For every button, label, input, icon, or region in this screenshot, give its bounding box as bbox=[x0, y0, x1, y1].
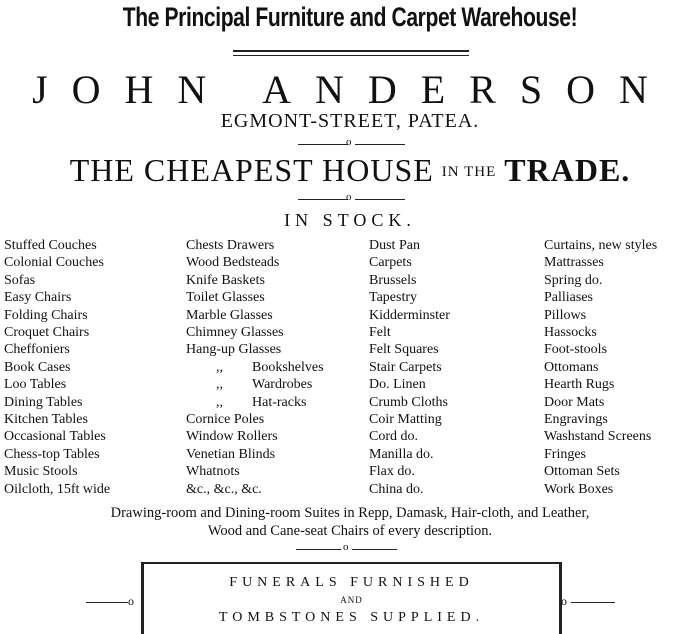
list-item: Mattrasses bbox=[544, 255, 604, 271]
right-connector-glyph: o bbox=[561, 594, 567, 608]
tombstones-line: TOMBSTONES SUPPLIED. bbox=[218, 610, 485, 625]
stock-heading: IN STOCK. bbox=[284, 210, 416, 230]
stock-column-4 bbox=[544, 237, 657, 498]
separator-3 bbox=[0, 541, 700, 554]
list-item: Whatnots bbox=[186, 464, 240, 480]
list-item: Felt Squares bbox=[369, 342, 439, 358]
list-item: Pillows bbox=[544, 307, 587, 323]
list-item: China do. bbox=[369, 481, 424, 497]
list-item: ,, Wardrobes bbox=[186, 376, 324, 393]
left-connector-glyph: o bbox=[128, 594, 134, 608]
funerals-notice-box bbox=[141, 562, 562, 634]
list-item: Chess-top Tables bbox=[4, 446, 100, 462]
list-item: Stair Carpets bbox=[369, 359, 442, 375]
list-item: Ottomans bbox=[544, 359, 599, 375]
list-item: Oilcloth, 15ft wide bbox=[4, 481, 111, 497]
list-item: Chests Drawers bbox=[186, 238, 275, 253]
list-item: Dining Tables bbox=[4, 394, 83, 410]
list-item: Foot-stools bbox=[544, 342, 608, 358]
stock-column-2 bbox=[186, 237, 324, 498]
list-item: Cornice Poles bbox=[186, 412, 265, 428]
list-item: Hang-up Glasses bbox=[186, 342, 282, 358]
merchant-address: EGMONT-STREET, PATEA. bbox=[220, 110, 480, 132]
list-item: Knife Baskets bbox=[186, 272, 265, 288]
list-item: Fringes bbox=[544, 446, 586, 462]
list-item: Hassocks bbox=[544, 325, 597, 341]
list-item: Sofas bbox=[4, 272, 36, 288]
list-item: Do. Linen bbox=[369, 377, 426, 393]
list-item: Crumb Cloths bbox=[369, 394, 448, 410]
ditto-mark: ,, bbox=[216, 377, 223, 393]
list-item: Book Cases bbox=[4, 359, 71, 375]
list-item: Dust Pan bbox=[369, 238, 420, 253]
list-item: Carpets bbox=[369, 255, 412, 271]
list-item: Folding Chairs bbox=[4, 307, 88, 323]
list-item: Engravings bbox=[544, 412, 608, 428]
list-item: Stuffed Couches bbox=[4, 238, 97, 253]
list-item: Spring do. bbox=[544, 272, 603, 288]
list-item: Work Boxes bbox=[544, 481, 614, 497]
list-item: Washstand Screens bbox=[544, 429, 652, 445]
stock-column-1 bbox=[4, 237, 110, 498]
double-rule-divider bbox=[233, 50, 469, 56]
list-item: Marble Glasses bbox=[186, 307, 273, 323]
separator-3-glyph: o bbox=[343, 541, 349, 553]
slogan-connector: IN THE bbox=[441, 164, 497, 180]
list-item: Colonial Couches bbox=[4, 255, 104, 271]
merchant-name: JOHN ANDERSON bbox=[32, 67, 672, 112]
list-item: Tapestry bbox=[369, 290, 418, 306]
stock-column-3 bbox=[369, 237, 450, 498]
list-item: ,, Hat-racks bbox=[186, 394, 324, 411]
list-item: ,, Bookshelves bbox=[186, 359, 324, 376]
list-item: Chimney Glasses bbox=[186, 325, 284, 341]
ditto-mark: ,, bbox=[216, 394, 223, 410]
list-item: Manilla do. bbox=[369, 446, 434, 462]
list-item: Croquet Chairs bbox=[4, 325, 90, 341]
list-item: Loo Tables bbox=[4, 377, 67, 393]
list-item: Felt bbox=[369, 325, 391, 341]
list-item: &c., &c., &c. bbox=[186, 481, 262, 497]
list-item: Window Rollers bbox=[186, 429, 278, 445]
list-item: Toilet Glasses bbox=[186, 290, 265, 306]
funerals-and: AND bbox=[340, 595, 363, 605]
list-item: Wood Bedsteads bbox=[186, 255, 280, 271]
list-item: Flax do. bbox=[369, 464, 415, 480]
list-item: Cord do. bbox=[369, 429, 418, 445]
right-connector bbox=[559, 596, 619, 608]
list-item: Palliases bbox=[544, 290, 593, 306]
separator-1 bbox=[0, 136, 700, 149]
list-item: Ottoman Sets bbox=[544, 464, 620, 480]
slogan-main: THE CHEAPEST HOUSE bbox=[69, 152, 434, 188]
separator-2-glyph: o bbox=[346, 191, 352, 203]
list-item: Kitchen Tables bbox=[4, 412, 88, 428]
list-item: Brussels bbox=[369, 272, 417, 288]
closing-line-2: Wood and Cane-seat Chairs of every description. bbox=[207, 523, 493, 539]
closing-line-1: Drawing-room and Dining-room Suites in Repp, Damask, Hair-cloth, and Leather, bbox=[110, 505, 590, 521]
list-item: Music Stools bbox=[4, 464, 78, 480]
closing-text bbox=[0, 504, 700, 540]
slogan-trade: TRADE. bbox=[504, 152, 631, 188]
list-item: Coir Matting bbox=[369, 412, 442, 428]
list-item: Venetian Blinds bbox=[186, 446, 276, 462]
list-item: Cheffoniers bbox=[4, 342, 70, 358]
list-item: Kidderminster bbox=[369, 307, 450, 323]
list-item: Occasional Tables bbox=[4, 429, 106, 445]
separator-1-glyph: o bbox=[346, 136, 352, 148]
slogan bbox=[0, 152, 700, 189]
list-item: Curtains, new styles bbox=[544, 238, 658, 253]
list-item: Hearth Rugs bbox=[544, 377, 615, 393]
list-item: Easy Chairs bbox=[4, 290, 72, 306]
list-item: Door Mats bbox=[544, 394, 605, 410]
funerals-line: FUNERALS FURNISHED bbox=[229, 575, 474, 590]
ditto-mark: ,, bbox=[216, 359, 223, 375]
headline: The Principal Furniture and Carpet Warehouse! bbox=[122, 2, 578, 32]
left-connector bbox=[86, 596, 141, 608]
separator-2 bbox=[0, 191, 700, 204]
